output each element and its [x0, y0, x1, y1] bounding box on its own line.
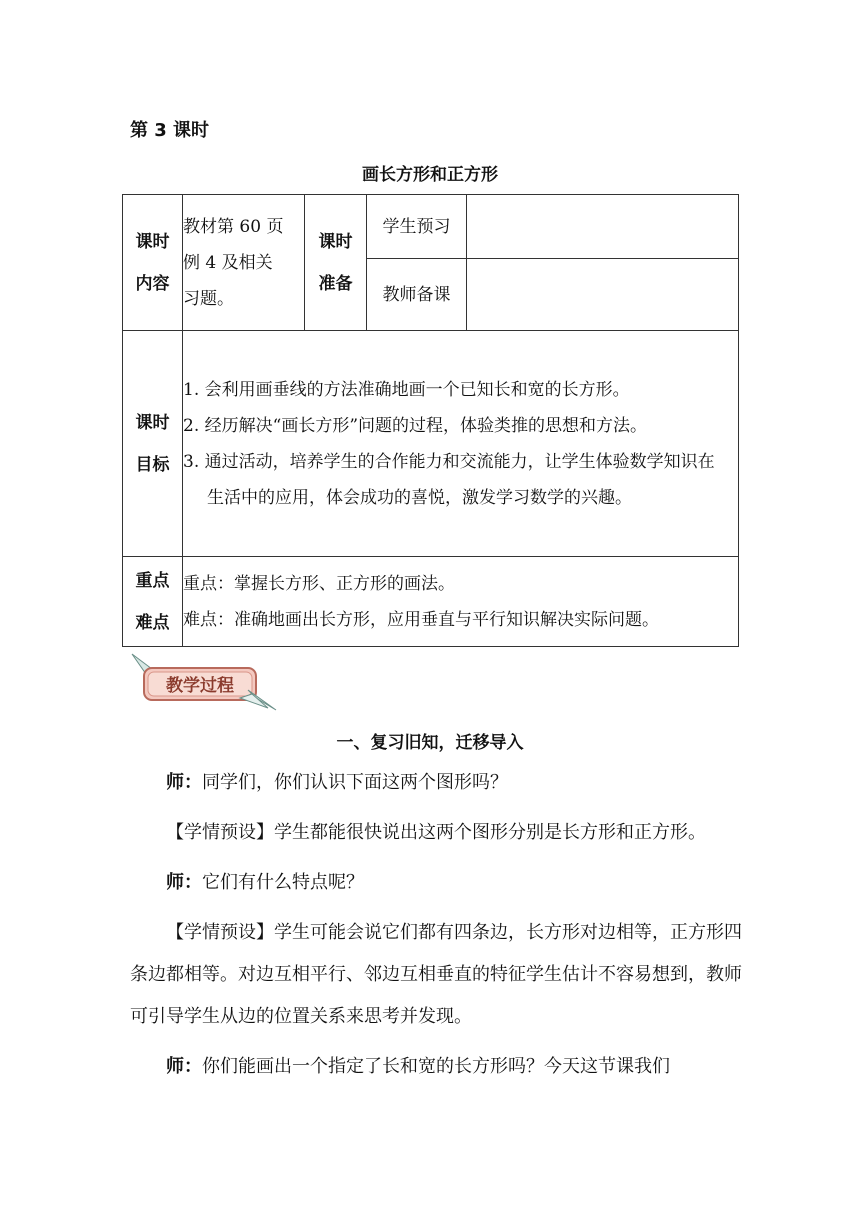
- section-heading: 一、复习旧知，迁移导入: [336, 733, 524, 753]
- badge-text: 教学过程: [166, 676, 234, 696]
- content-cell: 教材第 60 页 例 4 及相关 习题。: [183, 195, 305, 331]
- teaching-process-badge: [128, 652, 278, 714]
- paragraph: 【学情预设】学生都能很快说出这两个图形分别是长方形和正方形。: [166, 822, 706, 843]
- goals-label: 课时 目标: [123, 331, 183, 557]
- key-point: 重点：掌握长方形、正方形的画法。: [183, 573, 455, 594]
- goals-cell: [183, 331, 739, 557]
- paragraph: 师：同学们，你们认识下面这两个图形吗？: [166, 772, 508, 793]
- teacher-prep-value: [467, 259, 739, 331]
- key-cell: [183, 557, 739, 647]
- paragraph: 师：你们能画出一个指定了长和宽的长方形吗？今天这节课我们: [166, 1056, 670, 1077]
- student-prep-value: [467, 195, 739, 259]
- prep-label: 课时 准备: [305, 195, 367, 331]
- goal-item: 1. 会利用画垂线的方法准确地画一个已知长和宽的长方形。: [183, 379, 630, 400]
- content-label: 课时 内容: [123, 195, 183, 331]
- difficult-point: 难点：准确地画出长方形，应用垂直与平行知识解决实际问题。: [183, 609, 659, 630]
- student-prep-label: 学生预习: [367, 195, 467, 259]
- teacher-prep-label: 教师备课: [367, 259, 467, 331]
- goal-item: 生活中的应用，体会成功的喜悦，激发学习数学的兴趣。: [207, 487, 632, 508]
- paper-plane-icon: [128, 652, 278, 714]
- goal-item: 2. 经历解决“画长方形”问题的过程，体验类推的思想和方法。: [183, 415, 648, 436]
- lesson-info-table: [122, 194, 739, 647]
- lesson-title: 画长方形和正方形: [362, 165, 498, 185]
- lesson-number: 第 3 课时: [130, 120, 210, 141]
- paragraph: 师：它们有什么特点呢？: [166, 872, 364, 893]
- paragraph: 【学情预设】学生可能会说它们都有四条边，长方形对边相等，正方形四条边都相等。对边互相平行、邻边互相垂直的特征学生估计不容易想到，教师可引导学生从边的位置关系来思考并发现。: [130, 922, 742, 1027]
- lesson-body: [130, 762, 742, 1096]
- goal-item: 3. 通过活动，培养学生的合作能力和交流能力，让学生体验数学知识在: [183, 451, 715, 472]
- key-label: 重点 难点: [123, 557, 183, 647]
